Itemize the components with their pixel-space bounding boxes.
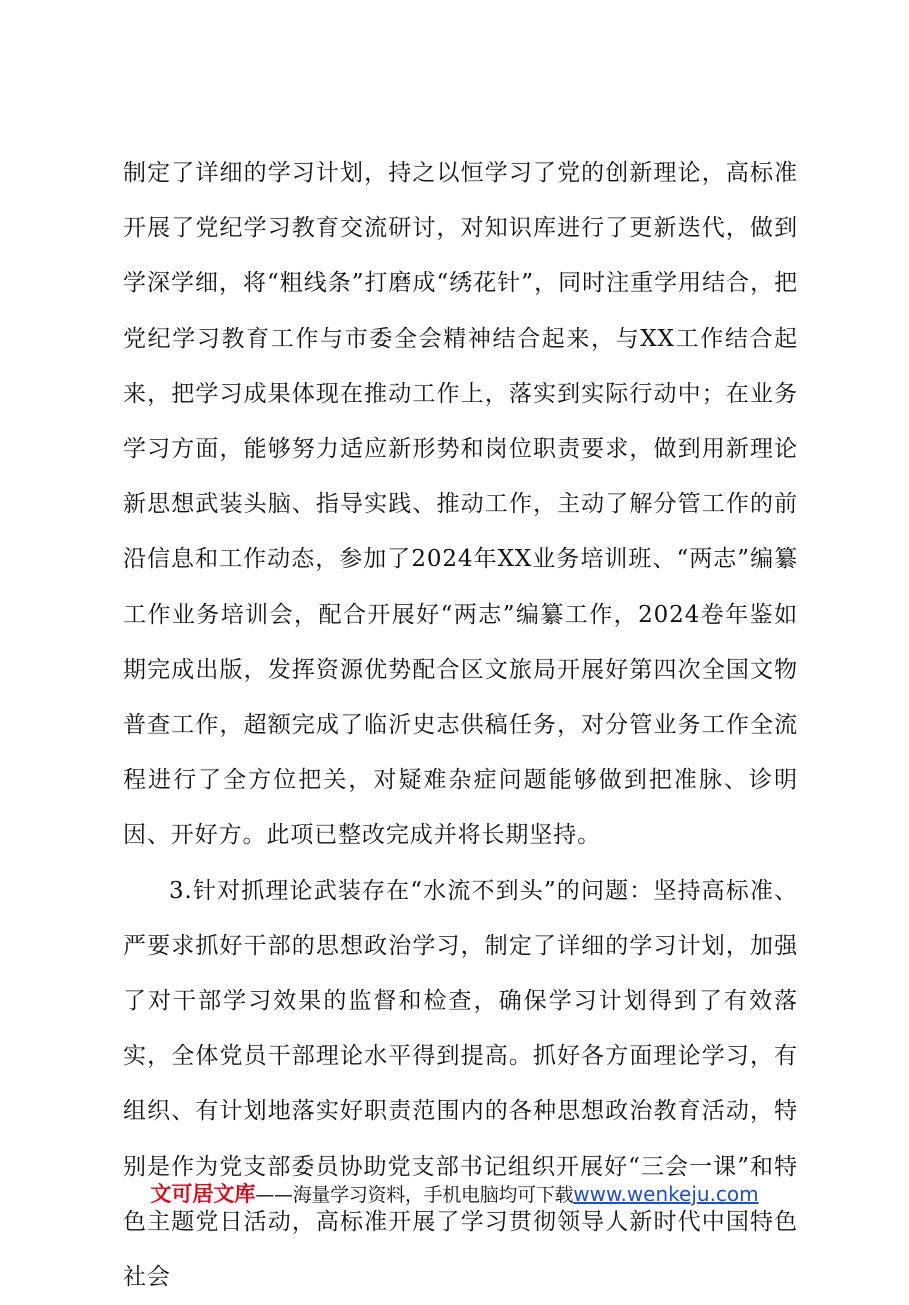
footer-brand: 文可居文库 [150, 1182, 256, 1206]
paragraph-2: 3.针对抓理论武装存在“水流不到头”的问题：坚持高标准、严要求抓好干部的思想政治学习，制定了详细的学习计划，加强了对干部学习效果的监督和检查，确保学习计划得到了有效落实，全体党员干部理论水平得到提高。抓好各方面理论学习，有组织、有计划地落实好职责范围内的各种思想政治教育活动，特别是作为党支部委员协助党支部书记组织开展好“三会一课”和特色主题党日活动，高标准开展了学习贯彻领导人新时代中国特色社会 [123, 877, 798, 1291]
footer-banner [0, 1180, 909, 1209]
paragraph-1: 制定了详细的学习计划，持之以恒学习了党的创新理论，高标准开展了党纪学习教育交流研讨，对知识库进行了更新迭代，做到学深学细，将“粗线条”打磨成“绣花针”，同时注重学用结合，把党纪学习教育工作与市委全会精神结合起来，与XX工作结合起来，把学习成果体现在推动工作上，落实到实际行动中；在业务学习方面，能够努力适应新形势和岗位职责要求，做到用新理论新思想武装头脑、指导实践、推动工作，主动了解分管工作的前沿信息和工作动态，参加了2024年XX业务培训班、“两志”编纂工作业务培训会，配合开展好“两志”编纂工作，2024卷年鉴如期完成出版，发挥资源优势配合区文旅局开展好第四次全国文物普查工作，超额完成了临沂史志供稿任务，对分管业务工作全流程进行了全方位把关，对疑难杂症问题能够做到把准脉、诊明因、开好方。此项已整改完成并将长期坚持。 [123, 160, 798, 849]
footer-url-link[interactable]: www.wenkeju.com [573, 1182, 759, 1206]
document-body [123, 146, 798, 1305]
footer-tagline: ——海量学习资料，手机电脑均可下载 [255, 1184, 574, 1206]
